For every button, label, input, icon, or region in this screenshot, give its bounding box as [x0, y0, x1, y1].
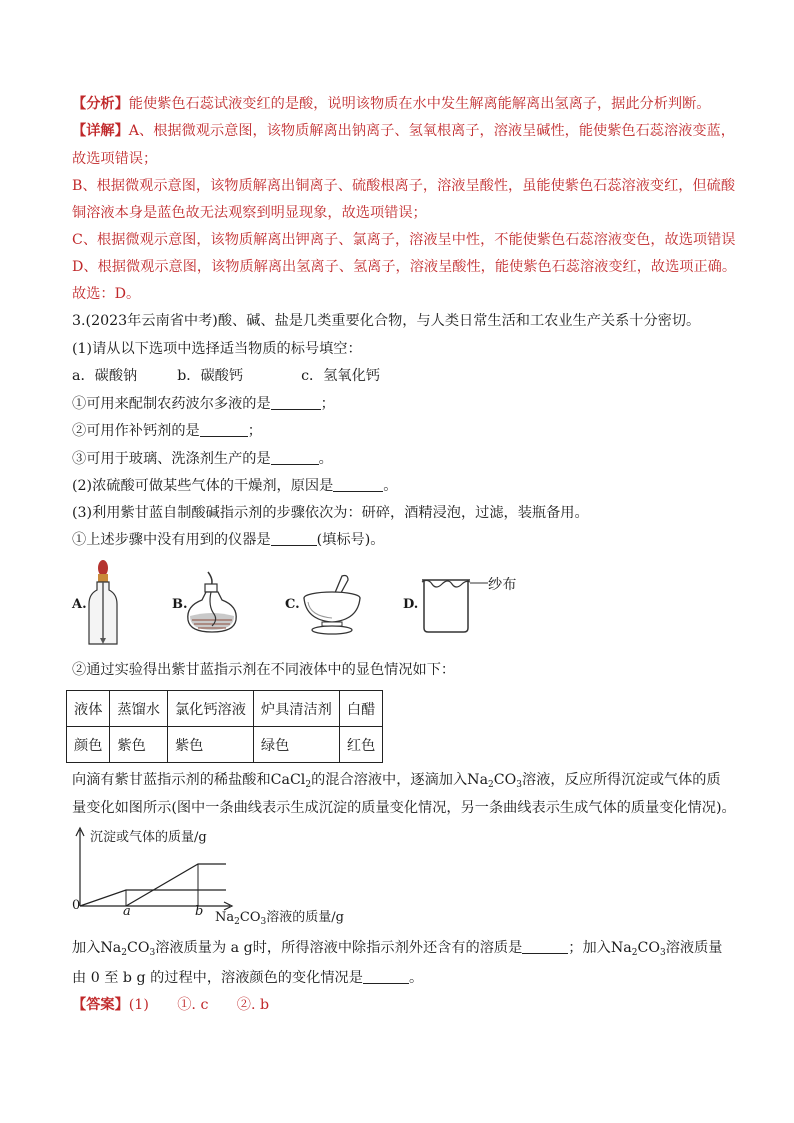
q3-part2	[72, 476, 398, 496]
detail-a-text1: A、根据微观示意图，该物质解离出钠离子、氢氧根离子，溶液呈碱性，能使紫色石蕊溶液变蓝，	[128, 123, 735, 139]
formula-sub: 2	[121, 948, 127, 958]
formula-sub: 2	[305, 780, 312, 790]
experiment-line1	[72, 770, 721, 790]
sub1-end: ；	[320, 396, 335, 412]
detail-c-line: C、根据微观示意图，该物质解离出钾离子、氯离子，溶液呈中性，不能使紫色石蕊溶液变色，故选项错误	[72, 232, 736, 248]
formula-sub: 3	[260, 917, 267, 927]
answer-text: (1) ①. c ②. b	[128, 997, 270, 1013]
question-b-line	[72, 968, 423, 988]
answer-blank[interactable]	[200, 422, 248, 437]
part3-1-tail: (填标号)。	[316, 532, 385, 548]
q3-stem: 3.(2023年云南省中考)酸、碱、盐是几类重要化合物，与人类日常生活和工农业生产关系十分密切。	[72, 313, 701, 329]
table-row	[67, 691, 383, 727]
graph-b-label: b	[195, 904, 204, 919]
sub1-text: ①可用来配制农药波尔多液的是	[72, 396, 271, 412]
exp-text-a: 向滴有紫甘蓝指示剂的稀盐酸和	[72, 772, 271, 788]
detail-answer: 故选：D。	[72, 286, 141, 302]
mortar-pestle-icon	[300, 572, 364, 638]
q3-sub2	[72, 421, 262, 441]
formula-sub: 2	[488, 780, 494, 790]
gauze-label: 纱布	[488, 577, 517, 593]
formula-part: Na	[467, 772, 489, 788]
formula-sub: 2	[234, 917, 240, 927]
q3-sub3	[72, 449, 333, 469]
table-cell: 氯化钙溶液	[167, 691, 253, 727]
detail-b-line1: B、根据微观示意图，该物质解离出铜离子、硫酸根离子，溶液呈酸性，虽能使紫色石蕊溶液变红，但硫酸	[72, 178, 736, 194]
detail-tag: 【详解】	[72, 123, 129, 139]
question-a-line	[72, 938, 722, 958]
answer-blank[interactable]	[333, 477, 383, 492]
experiment-line2: 量变化如图所示(图中一条曲线表示生成沉淀的质量变化情况，另一条曲线表示生成气体的质量变化情况)。	[72, 800, 736, 816]
table-cell: 红色	[339, 727, 382, 763]
table-cell: 白醋	[339, 691, 382, 727]
formula-part: CO	[637, 940, 660, 956]
detail-d-line: D、根据微观示意图，该物质解离出氢离子、氢离子，溶液呈酸性，能使紫色石蕊溶液变红，故选项正确。	[72, 259, 737, 275]
formula-part: CO	[127, 940, 150, 956]
q3-part3: (3)利用紫甘蓝自制酸碱指示剂的步骤依次为：研碎，酒精浸泡，过滤，装瓶备用。	[72, 505, 589, 521]
answer-blank[interactable]	[271, 395, 321, 410]
answer-blank[interactable]	[271, 531, 317, 546]
table-cell: 液体	[67, 691, 110, 727]
answer-blank[interactable]	[271, 450, 319, 465]
apparatus-label-b: B.	[172, 597, 188, 612]
formula-part: Na	[100, 940, 122, 956]
table-row	[67, 727, 383, 763]
detail-b-line2: 铜溶液本身是蓝色故无法观察到明显现象，故选项错误；	[72, 205, 427, 221]
formula-sub: 3	[149, 948, 156, 958]
alcohol-lamp-icon	[184, 570, 240, 636]
detail-a-line2: 故选项错误；	[72, 151, 158, 167]
formula-sub: 2	[631, 948, 638, 958]
analysis-line	[72, 94, 710, 114]
apparatus-label-c: C.	[285, 597, 300, 612]
table-cell: 蒸馏水	[110, 691, 168, 727]
sub3-end: 。	[318, 451, 333, 467]
qb-text: 由 0 至 b g 的过程中，溶液颜色的变化情况是	[72, 970, 363, 986]
formula-part: Na	[610, 940, 632, 956]
q3-part3-2: ②通过实验得出紫甘蓝指示剂在不同液体中的显色情况如下：	[72, 662, 456, 678]
option-b: b．碳酸钙	[177, 368, 244, 384]
answer-blank[interactable]	[363, 969, 409, 984]
qa-text3: ；加入	[568, 940, 611, 956]
beaker-gauze-icon	[418, 574, 474, 636]
formula-sub: 3	[659, 948, 666, 958]
formula-cacl2	[271, 772, 311, 788]
formula-part: CO	[239, 910, 261, 925]
graph-ylabel: 沉淀或气体的质量/g	[90, 830, 207, 845]
option-c: c．氢氧化钙	[301, 368, 380, 384]
formula-sub: 3	[516, 780, 523, 790]
table-cell: 炉具清洁剂	[253, 691, 339, 727]
analysis-text: 能使紫色石蕊试液变红的是酸，说明该物质在水中发生解离能解离出氢离子，据此分析判断。	[128, 96, 711, 112]
graph-xlabel	[215, 906, 344, 925]
dropper-bottle-icon	[86, 558, 120, 648]
part3-1-text: ①上述步骤中没有用到的仪器是	[72, 532, 271, 548]
apparatus-label-a: A.	[72, 597, 87, 612]
qa-text4: 溶液质量	[665, 940, 723, 956]
graph-origin: 0	[72, 898, 81, 913]
table-cell: 绿色	[253, 727, 339, 763]
apparatus-label-d: D.	[403, 597, 419, 612]
graph-a-label: a	[123, 904, 131, 919]
q3-sub1	[72, 394, 335, 414]
option-a: a．碳酸钠	[72, 368, 138, 384]
formula-na2co3	[467, 772, 522, 788]
q3-options	[72, 366, 380, 386]
qa-text1: 加入	[72, 940, 101, 956]
table-cell: 颜色	[67, 727, 110, 763]
table-cell: 紫色	[167, 727, 253, 763]
analysis-tag: 【分析】	[72, 96, 129, 112]
exp-text-b: 的混合溶液中，逐滴加入	[311, 772, 468, 788]
formula-part: CO	[493, 772, 517, 788]
sub2-text: ②可用作补钙剂的是	[72, 423, 200, 439]
formula-part: Na	[215, 910, 235, 925]
sub2-end: ；	[247, 423, 262, 439]
part2-text: (2)浓硫酸可做某些气体的干燥剂，原因是	[72, 478, 334, 494]
exp-text-c: 溶液，反应所得沉淀或气体的质	[522, 772, 721, 788]
qb-end: 。	[408, 970, 424, 986]
part2-end: 。	[383, 478, 398, 494]
indicator-color-table	[66, 690, 383, 763]
gas-curve	[80, 890, 226, 906]
answer-blank[interactable]	[522, 939, 568, 954]
answer-line	[72, 995, 269, 1015]
formula-part: CaCl	[270, 772, 306, 788]
sub3-text: ③可用于玻璃、洗涤剂生产的是	[72, 451, 271, 467]
q3-part3-1	[72, 530, 384, 550]
detail-a-line1	[72, 121, 735, 141]
qa-text2: 溶液质量为 a g时，所得溶液中除指示剂外还含有的溶质是	[155, 940, 523, 956]
q3-part1: (1)请从以下选项中选择适当物质的标号填空：	[72, 341, 362, 357]
answer-tag: 【答案】	[72, 997, 129, 1013]
table-cell: 紫色	[110, 727, 168, 763]
precipitate-curve	[126, 864, 226, 906]
xlabel-text: 溶液的质量/g	[266, 910, 344, 925]
gauze-pointer-icon	[470, 578, 488, 588]
